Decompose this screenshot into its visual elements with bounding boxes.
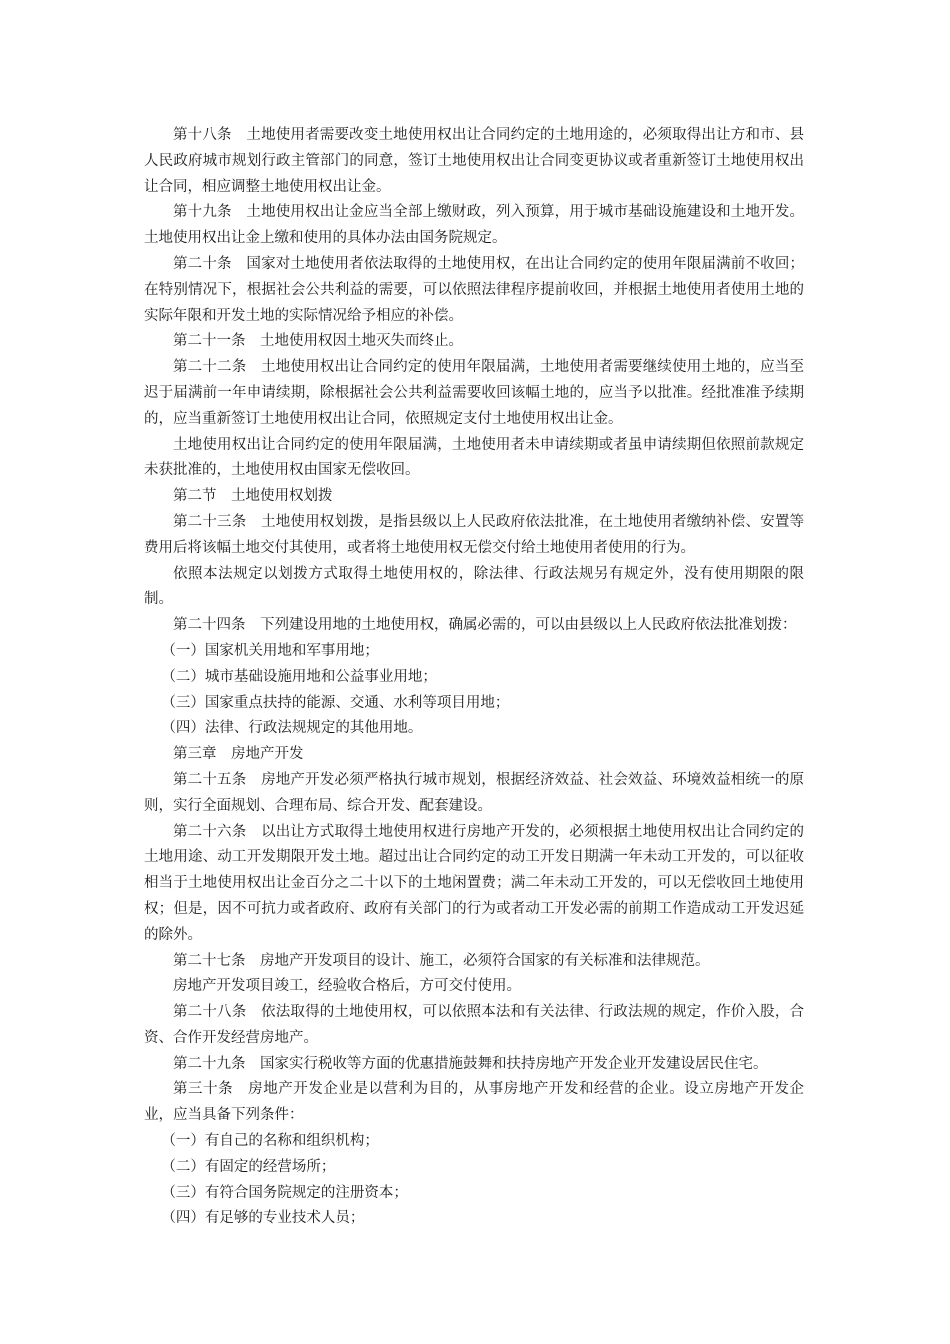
article-26: 第二十六条 以出让方式取得土地使用权进行房地产开发的，必须根据土地使用权出让合同约定的土地用途、动工开发期限开发土地。超过出让合同约定的动工开发日期满一年未动工开发的，可以征收相当于土地使用权出让金百分之二十以下的土地闲置费；满二年未动工开发的，可以无偿收回土地使用权；但是，因不可抗力或者政府、政府有关部门的行为或者动工开发必需的前期工作造成动工开发迟延的除外。	[144, 823, 804, 943]
article-24: 第二十四条 下列建设用地的土地使用权，确属必需的，可以由县级以上人民政府依法批准划拨：	[173, 617, 797, 634]
article-27-paragraph-2: 房地产开发项目竣工，经验收合格后，方可交付使用。	[173, 978, 521, 995]
article-30: 第三十条 房地产开发企业是以营利为目的，从事房地产开发和经营的企业。设立房地产开发企业，应当具备下列条件：	[144, 1081, 804, 1124]
section-heading-2: 第二节 土地使用权划拨	[173, 488, 333, 505]
article-23-paragraph-2: 依照本法规定以划拨方式取得土地使用权的，除法律、行政法规另有规定外，没有使用期限的限制。	[144, 565, 804, 608]
article-27: 第二十七条 房地产开发项目的设计、施工，必须符合国家的有关标准和法律规范。	[173, 952, 710, 969]
article-22-paragraph-2: 土地使用权出让合同约定的使用年限届满，土地使用者未申请续期或者虽申请续期但依照前款规定未获批准的，土地使用权由国家无偿收回。	[144, 436, 804, 479]
article-24-item-1: （一）国家机关用地和军事用地；	[161, 642, 379, 659]
article-21: 第二十一条 土地使用权因土地灭失而终止。	[173, 333, 463, 350]
article-18: 第十八条 土地使用者需要改变土地使用权出让合同约定的土地用途的，必须取得出让方和市、县人民政府城市规划行政主管部门的同意，签订土地使用权出让合同变更协议或者重新签订土地使用权出让合同，相应调整土地使用权出让金。	[144, 127, 804, 195]
article-30-item-3: （三）有符合国务院规定的注册资本；	[161, 1184, 408, 1201]
article-28: 第二十八条 依法取得的土地使用权，可以依照本法和有关法律、行政法规的规定，作价入股，合资、合作开发经营房地产。	[144, 1004, 804, 1046]
article-30-item-4: （四）有足够的专业技术人员；	[161, 1210, 365, 1227]
article-24-item-2: （二）城市基础设施用地和公益事业用地；	[161, 668, 437, 685]
article-24-item-4: （四）法律、行政法规规定的其他用地。	[161, 720, 423, 737]
article-29: 第二十九条 国家实行税收等方面的优惠措施鼓舞和扶持房地产开发企业开发建设居民住宅。	[173, 1055, 768, 1072]
chapter-heading-3: 第三章 房地产开发	[173, 746, 304, 763]
document-body	[144, 123, 804, 1232]
article-20: 第二十条 国家对土地使用者依法取得的土地使用权，在出让合同约定的使用年限届满前不收回；在特别情况下，根据社会公共利益的需要，可以依照法律程序提前收回，并根据土地使用者使用土地的实际年限和开发土地的实际情况给予相应的补偿。	[144, 255, 804, 324]
article-30-item-2: （二）有固定的经营场所；	[161, 1158, 336, 1175]
article-24-item-3: （三）国家重点扶持的能源、交通、水利等项目用地；	[161, 694, 510, 711]
article-19: 第十九条 土地使用权出让金应当全部上缴财政，列入预算，用于城市基础设施建设和土地开发。土地使用权出让金上缴和使用的具体办法由国务院规定。	[144, 204, 804, 247]
article-25: 第二十五条 房地产开发必须严格执行城市规划，根据经济效益、社会效益、环境效益相统一的原则，实行全面规划、合理布局、综合开发、配套建设。	[144, 771, 804, 814]
article-23: 第二十三条 土地使用权划拨，是指县级以上人民政府依法批准，在土地使用者缴纳补偿、安置等费用后将该幅土地交付其使用，或者将土地使用权无偿交付给土地使用者使用的行为。	[144, 513, 804, 556]
article-22: 第二十二条 土地使用权出让合同约定的使用年限届满，土地使用者需要继续使用土地的，应当至迟于届满前一年申请续期，除根据社会公共利益需要收回该幅土地的，应当予以批准。经批准准予续期的，应当重新签订土地使用权出让合同，依照规定支付土地使用权出让金。	[144, 359, 804, 427]
article-30-item-1: （一）有自己的名称和组织机构；	[161, 1133, 379, 1150]
